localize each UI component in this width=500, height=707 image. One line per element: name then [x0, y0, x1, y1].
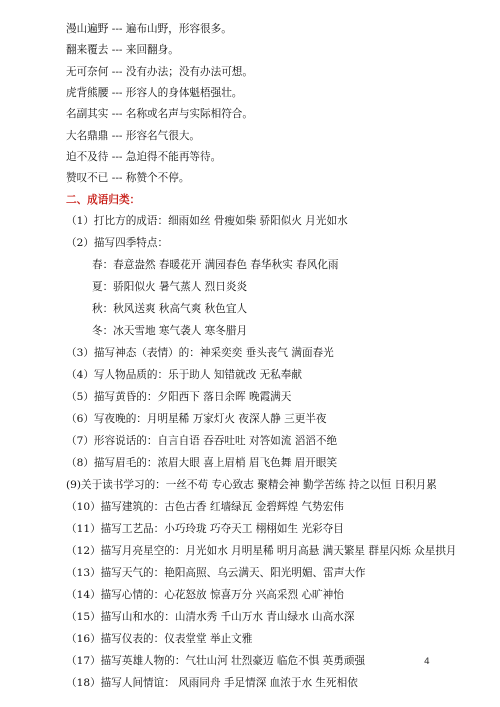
category-line: （18）描写人间情谊： 风雨同舟 手足情深 血浓于水 生死相依 [66, 677, 358, 689]
season-line-autumn: 秋：秋风送爽 秋高气爽 秋色宜人 [92, 303, 248, 315]
category-line: （13）描写天气的：艳阳高照、乌云满天、阳光明媚、雷声大作 [66, 567, 366, 579]
definition-line: 翻来覆去 --- 来回翻身。 [66, 44, 179, 56]
definition-line: 虎背熊腰 --- 形容人的身体魁梧强壮。 [66, 87, 243, 99]
category-line: （14）描写心情的：心花怒放 惊喜万分 兴高采烈 心旷神怡 [66, 589, 344, 601]
section-heading: 二、成语归类： [66, 194, 141, 206]
category-line: （15）描写山和水的：山清水秀 千山万水 青山绿水 山高水深 [66, 611, 355, 623]
definition-line: 迫不及待 --- 急迫得不能再等待。 [66, 151, 222, 163]
category-line: （11）描写工艺品：小巧玲珑 巧夺天工 栩栩如生 光彩夺目 [66, 523, 344, 535]
definition-line: 漫山遍野 --- 遍布山野，形容很多。 [66, 23, 232, 35]
category-line: （4）写人物品质的：乐于助人 知错就改 无私奉献 [66, 369, 302, 381]
category-line: (9)关于读书学习的：一丝不苟 专心致志 聚精会神 勤学苦练 持之以恒 日积月累 [66, 479, 437, 491]
page-number: 4 [424, 657, 430, 667]
season-line-summer: 夏：骄阳似火 暑气蒸人 烈日炎炎 [92, 281, 248, 293]
season-line-winter: 冬：冰天雪地 寒气袭人 寒冬腊月 [92, 325, 248, 337]
category-line: （2）描写四季特点： [66, 237, 169, 249]
definition-line: 无可奈何 --- 没有办法；没有办法可想。 [66, 66, 253, 78]
category-line: （1）打比方的成语：细雨如丝 骨瘦如柴 骄阳似火 月光如水 [66, 215, 348, 227]
category-line: （12）描写月亮星空的：月光如水 月明星稀 明月高悬 满天繁星 群星闪烁 众星拱月 [66, 545, 457, 557]
definition-line: 大名鼎鼎 --- 形容名气很大。 [66, 130, 201, 142]
definition-line: 赞叹不已 --- 称赞个不停。 [66, 172, 190, 184]
category-line: （3）描写神态（表情）的：神采奕奕 垂头丧气 满面春光 [66, 347, 334, 359]
category-line: （5）描写黄昏的：夕阳西下 落日余晖 晚霞满天 [66, 391, 292, 403]
definition-line: 名副其实 --- 名称或名声与实际相符合。 [66, 108, 253, 120]
category-line: （17）描写英雄人物的：气壮山河 壮烈豪迈 临危不惧 英勇顽强 [66, 655, 366, 667]
category-line: （6）写夜晚的：月明星稀 万家灯火 夜深人静 三更半夜 [66, 413, 327, 425]
category-line: （16）描写仪表的：仪表堂堂 举止文雅 [66, 633, 253, 645]
season-line-spring: 春：春意盎然 春暖花开 满园春色 春华秋实 春风化雨 [92, 259, 339, 271]
category-line: （10）描写建筑的：古色古香 红墙绿瓦 金碧辉煌 气势宏伟 [66, 501, 344, 513]
category-line: （7）形容说话的：自言自语 吞吞吐吐 对答如流 滔滔不绝 [66, 435, 338, 447]
category-line: （8）描写眉毛的：浓眉大眼 喜上眉梢 眉飞色舞 眉开眼笑 [66, 457, 338, 469]
